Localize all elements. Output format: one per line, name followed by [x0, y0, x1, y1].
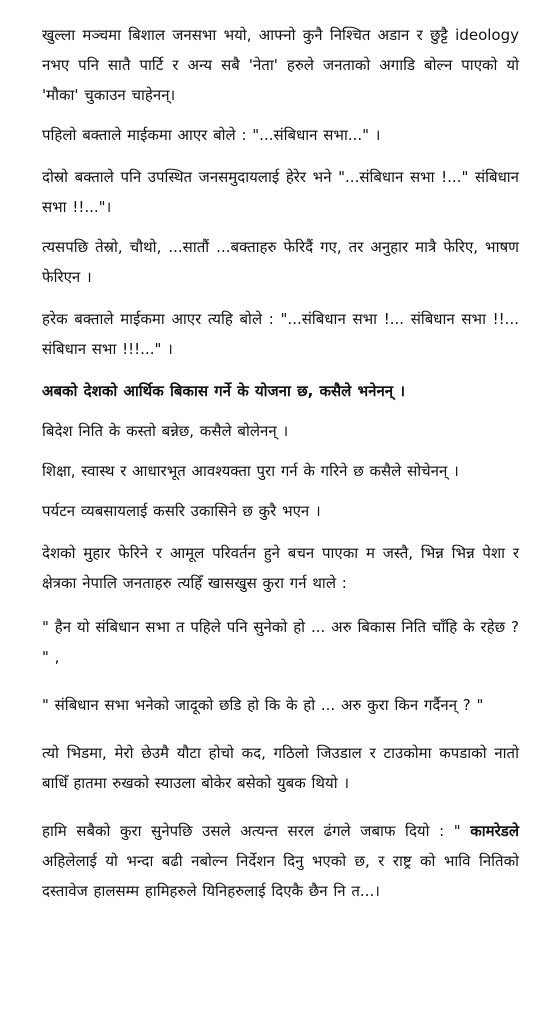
paragraph-later-speakers: त्यसपछि तेस्रो, चौथो, ...सातौं ...बक्ताहरु फेरिदैं गए, तर अनुहार मात्रै फेरिए, भाषण फेरिएन ।: [42, 238, 519, 286]
paragraph-every-speaker: हरेक बक्ताले माईकमा आएर त्यहि बोले : "...संबिधान सभा !... संबिधान सभा !!... संबिधान सभा !!!..." ।: [42, 310, 519, 358]
paragraph-young-man: त्यो भिडमा, मेरो छेउमै यौटा होचो कद, गठिलो जिउडाल र टाउकोमा कपडाको नातो बाधिँ हातमा रुखको स्याउला बोकेर बसेको युबक थियो ।: [42, 744, 519, 792]
paragraph-quote-one: " हैन यो संबिधान सभा त पहिले पनि सुनेको हो ... अरु बिकास निति चाँहि के रहेछ ? " ,: [42, 618, 519, 666]
paragraph-development-question: अबको देशको आर्थिक बिकास गर्ने के योजना छ, कसैले भनेनन् ।: [42, 382, 406, 400]
paragraph-tourism: पर्यटन व्यबसायलाई कसरि उकासिने छ कुरै भएन ।: [42, 502, 321, 520]
reply-text-after: अहिलेलाई यो भन्दा बढी नबोल्न निर्देशन दिनु भएको छ, र राष्ट्र को भावि नितिको दस्तावेज हालसम्म हामिहरुले यिनिहरुलाई दिएकै छैन नि त...।: [42, 852, 519, 900]
paragraph-reply: [42, 816, 519, 906]
paragraph-opening: खुल्ला मञ्चमा बिशाल जनसभा भयो, आफ्नो कुनै निश्चित अडान र छुट्टै ideology नभए पनि सातै पार्टि र अन्य सबै 'नेता' हरुले जनताको अगाडि बोल्न पाएको यो 'मौका' चुकाउन चाहेनन्।: [42, 26, 519, 104]
paragraph-education-health: शिक्षा, स्वास्थ र आधारभूत आवश्यक्ता पुरा गर्न के गरिने छ कसैले सोचेनन् ।: [42, 462, 459, 480]
reply-text-before: हामि सबैको कुरा सुनेपछि उसले अत्यन्त सरल ढंगले जबाफ दियो : ": [42, 822, 471, 840]
reply-bold-word: कामरेडले: [470, 822, 519, 840]
paragraph-quote-two: " संबिधान सभा भनेको जादूको छडि हो कि के हो ... अरु कुरा किन गर्दैनन् ? ": [42, 696, 484, 714]
paragraph-foreign-policy: बिदेश निति के कस्तो बन्नेछ, कसैले बोलेनन् ।: [42, 422, 289, 440]
paragraph-first-speaker: पहिलो बक्ताले माईकमा आएर बोले : "...संबिधान सभा..." ।: [42, 126, 381, 144]
paragraph-second-speaker: दोस्रो बक्ताले पनि उपस्थित जनसमुदायलाई हेरेर भने "...संबिधान सभा !..." संबिधान सभा !!..."।: [42, 168, 519, 216]
paragraph-public-whispers: देशको मुहार फेरिने र आमूल परिवर्तन हुने बचन पाएका म जस्तै, भिन्न भिन्न पेशा र क्षेत्रका नेपालि जनताहरु त्यहिँ खासखुस कुरा गर्न थाले :: [42, 544, 519, 592]
